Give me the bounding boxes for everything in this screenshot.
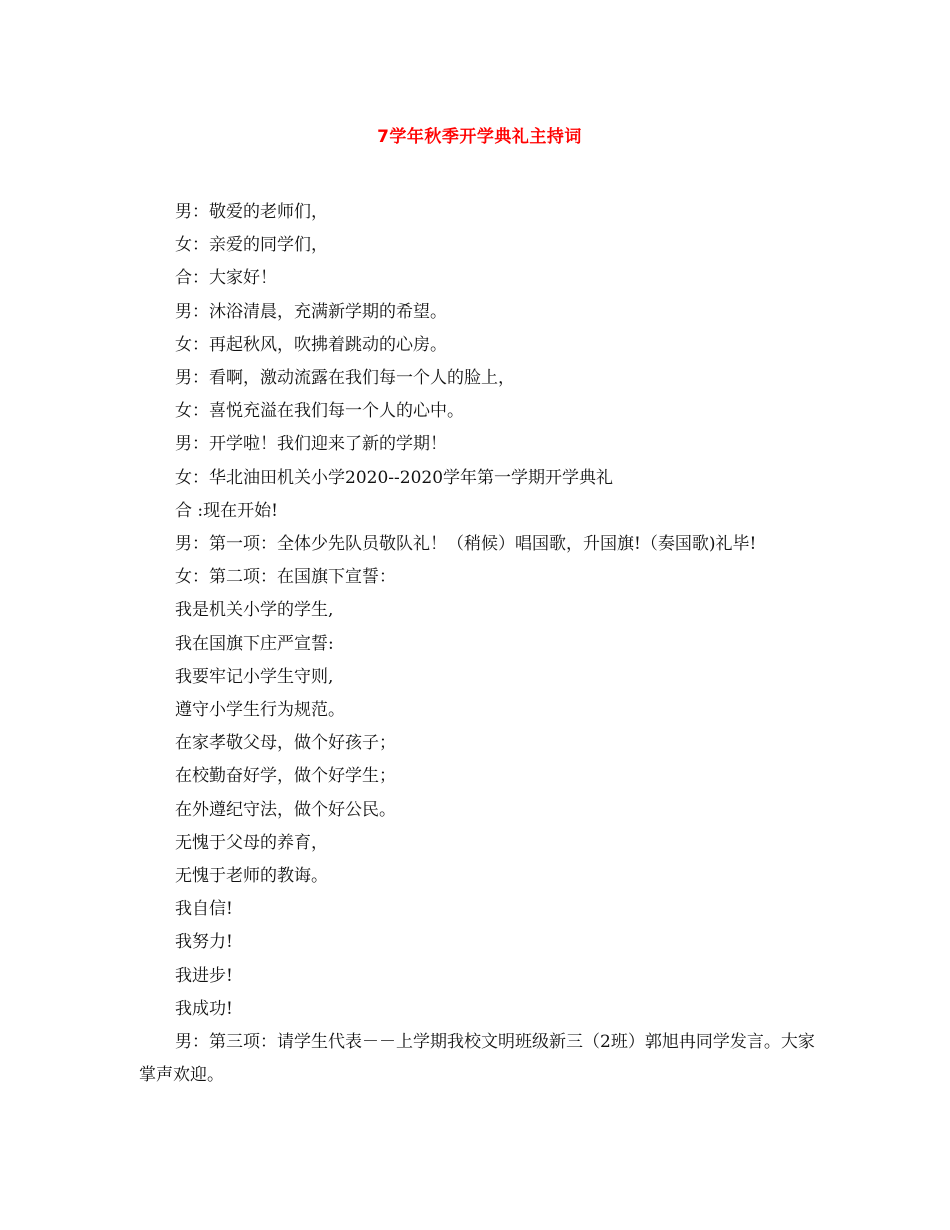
paragraph: 男：沐浴清晨，充满新学期的希望。 xyxy=(175,301,447,322)
oath-line: 无愧于父母的养育， xyxy=(175,832,328,853)
oath-line: 遵守小学生行为规范。 xyxy=(175,700,345,721)
oath-line: 在校勤奋好学，做个好学生； xyxy=(175,766,396,787)
oath-line: 无愧于老师的教诲。 xyxy=(175,866,328,887)
oath-line: 我是机关小学的学生, xyxy=(175,600,334,621)
oath-line: 在外遵纪守法，做个好公民。 xyxy=(175,799,396,820)
paragraph: 女：华北油田机关小学2020--2020学年第一学期开学典礼 xyxy=(175,467,614,488)
paragraph: 合 :现在开始! xyxy=(175,500,278,521)
paragraph: 男：第一项：全体少先队员敬队礼！（稍候）唱国歌，升国旗!（奏国歌)礼毕! xyxy=(175,534,757,555)
document-body xyxy=(139,196,820,1092)
paragraph: 女：第二项：在国旗下宣誓： xyxy=(175,567,396,588)
paragraph: 男：第三项：请学生代表－－上学期我校文明班级新三（2班）郭旭冉同学发言。大家掌声欢迎。 xyxy=(139,1032,815,1086)
oath-line: 我成功! xyxy=(175,998,233,1019)
oath-line: 我进步! xyxy=(175,965,233,986)
oath-line: 我要牢记小学生守则, xyxy=(175,666,334,687)
paragraph: 合：大家好！ xyxy=(175,268,277,289)
oath-line: 我努力! xyxy=(175,932,233,953)
document-title: 7学年秋季开学典礼主持词 xyxy=(377,127,582,147)
oath-line: 我在国旗下庄严宣誓: xyxy=(175,633,334,654)
paragraph: 女：再起秋风，吹拂着跳动的心房。 xyxy=(175,334,447,355)
paragraph: 女：亲爱的同学们， xyxy=(175,235,328,256)
paragraph: 男：开学啦！我们迎来了新的学期！ xyxy=(175,434,447,455)
oath-line: 在家孝敬父母，做个好孩子； xyxy=(175,733,396,754)
oath-line: 我自信! xyxy=(175,899,233,920)
paragraph: 男：看啊，激动流露在我们每一个人的脸上， xyxy=(175,368,515,389)
paragraph: 男：敬爱的老师们， xyxy=(175,202,328,222)
paragraph: 女：喜悦充溢在我们每一个人的心中。 xyxy=(175,401,464,422)
